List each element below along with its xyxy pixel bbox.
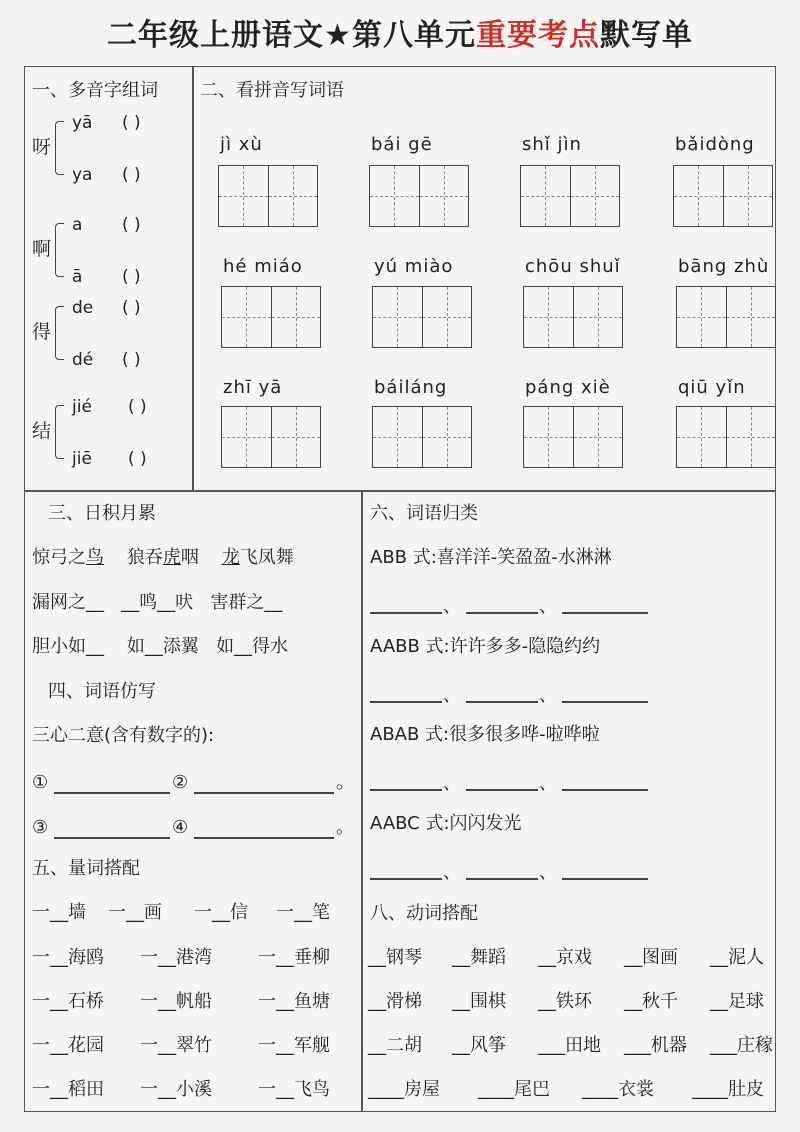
section-4-heading: 四、词语仿写	[48, 681, 156, 702]
verb-match-item[interactable]: __京戏	[538, 947, 592, 968]
writing-grid[interactable]	[372, 406, 472, 468]
reading: dé	[72, 350, 94, 370]
word-pattern-example: ABAB 式:很多很多哗-啦哗啦	[370, 724, 600, 745]
polyphone-char: 结	[32, 420, 52, 442]
verb-match-item[interactable]: __钢琴	[368, 947, 422, 968]
answer-line[interactable]	[370, 612, 442, 614]
writing-grid[interactable]	[676, 406, 776, 468]
answer-line[interactable]	[194, 837, 334, 839]
word-pattern-example: AABC 式:闪闪发光	[370, 813, 522, 834]
verb-match-item[interactable]: __秋千	[624, 991, 678, 1012]
measure-word-item[interactable]: 一__稻田	[32, 1079, 104, 1100]
answer-line[interactable]	[466, 878, 538, 880]
idiom-row-2: 漏网之__ __鸣__吠 害群之__	[32, 592, 283, 613]
period: 。	[336, 817, 354, 838]
writing-grid[interactable]	[221, 406, 321, 468]
section-1-heading: 一、多音字组词	[32, 80, 158, 101]
writing-grid[interactable]	[523, 286, 623, 348]
pinyin-prompt: bái gē	[371, 134, 433, 155]
measure-word-item[interactable]: 一__港湾	[140, 947, 212, 968]
divider	[361, 490, 363, 1112]
grid-cell[interactable]	[677, 287, 727, 347]
brace	[55, 306, 64, 360]
verb-match-item[interactable]: ____尾巴	[478, 1079, 550, 1100]
polyphone-char: 呀	[32, 136, 52, 158]
writing-grid[interactable]	[676, 286, 776, 348]
pinyin-prompt: qiū yǐn	[678, 377, 746, 398]
word-pattern-example: ABB 式:喜洋洋-笑盈盈-水淋淋	[370, 547, 612, 568]
measure-word-item[interactable]: 一__海鸥	[32, 947, 104, 968]
answer-line[interactable]	[562, 789, 648, 791]
writing-grid[interactable]	[523, 406, 623, 468]
writing-grid[interactable]	[221, 286, 321, 348]
divider	[24, 490, 776, 492]
polyphone-char: 得	[32, 321, 52, 343]
pinyin-prompt: bǎidòng	[675, 134, 755, 155]
grid-cell[interactable]	[524, 407, 574, 467]
reading: yā	[72, 113, 93, 133]
grid-cell[interactable]	[524, 287, 574, 347]
answer-line[interactable]	[370, 701, 442, 703]
idiom-row-1: 惊弓之鸟 狼吞虎咽 龙飞凤舞	[32, 547, 294, 568]
section-6-heading: 六、词语归类	[370, 503, 478, 524]
grid-cell[interactable]	[272, 287, 321, 347]
measure-word-item[interactable]: 一__飞鸟	[258, 1079, 330, 1100]
separator: 、	[443, 862, 461, 883]
idiom-row-3: 胆小如__ 如__添翼 如__得水	[32, 636, 289, 657]
circle-3: ③	[32, 817, 49, 838]
reading: ā	[72, 267, 83, 287]
separator: 、	[443, 773, 461, 794]
grid-cell[interactable]	[674, 166, 724, 226]
measure-word-item[interactable]: 一__军舰	[258, 1035, 330, 1056]
pinyin-prompt: zhī yā	[223, 377, 283, 398]
answer-line[interactable]	[370, 789, 442, 791]
answer-parens[interactable]: ( )	[122, 267, 141, 287]
grid-cell[interactable]	[727, 287, 776, 347]
measure-word-item[interactable]: 一__帆船	[140, 991, 212, 1012]
verb-match-item[interactable]: __足球	[710, 991, 764, 1012]
brace	[55, 121, 64, 175]
measure-word-item[interactable]: 一__花园	[32, 1035, 104, 1056]
writing-grid[interactable]	[369, 165, 469, 227]
word-pattern-example: AABB 式:许许多多-隐隐约约	[370, 636, 601, 657]
verb-match-item[interactable]: __风筝	[452, 1035, 506, 1056]
grid-cell[interactable]	[222, 407, 272, 467]
answer-line[interactable]	[466, 701, 538, 703]
grid-cell[interactable]	[423, 407, 472, 467]
grid-cell[interactable]	[574, 287, 623, 347]
brace	[55, 405, 64, 459]
grid-cell[interactable]	[677, 407, 727, 467]
verb-match-item[interactable]: __二胡	[368, 1035, 422, 1056]
grid-cell[interactable]	[521, 166, 571, 226]
measure-word-item[interactable]: 一__画	[108, 902, 162, 923]
answer-line[interactable]	[54, 792, 170, 794]
grid-cell[interactable]	[222, 287, 272, 347]
reading: jiē	[72, 449, 92, 469]
grid-cell[interactable]	[724, 166, 773, 226]
reading: a	[72, 215, 83, 235]
grid-cell[interactable]	[574, 407, 623, 467]
measure-word-item[interactable]: 一__信	[194, 902, 248, 923]
divider	[192, 66, 194, 490]
measure-word-item[interactable]: 一__小溪	[140, 1079, 212, 1100]
writing-grid[interactable]	[218, 165, 318, 227]
answer-line[interactable]	[562, 878, 648, 880]
pinyin-prompt: chōu shuǐ	[525, 256, 621, 277]
circle-1: ①	[32, 772, 49, 793]
pinyin-prompt: bāng zhù	[678, 256, 770, 277]
measure-word-item[interactable]: 一__墙	[32, 902, 86, 923]
verb-match-item[interactable]: __图画	[624, 947, 678, 968]
period: 。	[336, 772, 354, 793]
separator: 、	[443, 596, 461, 617]
circle-2: ②	[172, 772, 189, 793]
separator: 、	[539, 862, 557, 883]
verb-match-item[interactable]: ____衣裳	[582, 1079, 654, 1100]
brace	[55, 223, 64, 277]
separator: 、	[539, 773, 557, 794]
answer-parens[interactable]: ( )	[122, 215, 141, 235]
grid-cell[interactable]	[420, 166, 469, 226]
answer-parens[interactable]: ( )	[128, 397, 147, 417]
circle-4: ④	[172, 817, 189, 838]
pinyin-prompt: báiláng	[374, 377, 448, 398]
verb-match-item[interactable]: ___机器	[624, 1035, 687, 1056]
writing-grid[interactable]	[520, 165, 620, 227]
verb-match-item[interactable]: ____肚皮	[692, 1079, 764, 1100]
verb-match-item[interactable]: __滑梯	[368, 991, 422, 1012]
writing-grid[interactable]	[372, 286, 472, 348]
pinyin-prompt: páng xiè	[525, 377, 611, 398]
answer-parens[interactable]: ( )	[122, 113, 141, 133]
grid-cell[interactable]	[219, 166, 269, 226]
answer-line[interactable]	[194, 792, 334, 794]
separator: 、	[539, 596, 557, 617]
pinyin-prompt: jì xù	[220, 134, 263, 155]
answer-parens[interactable]: ( )	[122, 165, 141, 185]
measure-word-item[interactable]: 一__翠竹	[140, 1035, 212, 1056]
pinyin-prompt: hé miáo	[223, 256, 303, 277]
grid-cell[interactable]	[423, 287, 472, 347]
verb-match-item[interactable]: ___庄稼	[710, 1035, 773, 1056]
answer-line[interactable]	[466, 789, 538, 791]
reading: de	[72, 298, 94, 318]
measure-word-item[interactable]: 一__石桥	[32, 991, 104, 1012]
verb-match-item[interactable]: __舞蹈	[452, 947, 506, 968]
measure-word-item[interactable]: 一__鱼塘	[258, 991, 330, 1012]
grid-cell[interactable]	[272, 407, 321, 467]
answer-parens[interactable]: ( )	[122, 350, 141, 370]
measure-word-item[interactable]: 一__垂柳	[258, 947, 330, 968]
verb-match-item[interactable]: __铁环	[538, 991, 592, 1012]
grid-cell[interactable]	[571, 166, 620, 226]
section-3-heading: 三、日积月累	[48, 503, 156, 524]
section-5-heading: 五、量词搭配	[32, 858, 140, 879]
answer-line[interactable]	[370, 878, 442, 880]
polyphone-char: 啊	[32, 238, 52, 260]
verb-match-item[interactable]: ____房屋	[368, 1079, 440, 1100]
pinyin-prompt: shǐ jìn	[522, 134, 582, 155]
answer-parens[interactable]: ( )	[128, 449, 147, 469]
measure-word-item[interactable]: 一__笔	[276, 902, 330, 923]
separator: 、	[443, 685, 461, 706]
pinyin-prompt: yú miào	[374, 256, 454, 277]
grid-cell[interactable]	[373, 287, 423, 347]
section-8-heading: 八、动词搭配	[370, 903, 478, 924]
grid-cell[interactable]	[269, 166, 318, 226]
page-title: 二年级上册语文★第八单元重要考点默写单	[107, 18, 693, 53]
grid-cell[interactable]	[727, 407, 776, 467]
writing-grid[interactable]	[673, 165, 773, 227]
grid-cell[interactable]	[370, 166, 420, 226]
answer-line[interactable]	[562, 612, 648, 614]
verb-match-item[interactable]: ___田地	[538, 1035, 601, 1056]
separator: 、	[539, 685, 557, 706]
answer-parens[interactable]: ( )	[122, 298, 141, 318]
reading: ya	[72, 165, 93, 185]
section-2-heading: 二、看拼音写词语	[200, 80, 344, 101]
verb-match-item[interactable]: __泥人	[710, 947, 764, 968]
answer-line[interactable]	[54, 837, 170, 839]
answer-line[interactable]	[562, 701, 648, 703]
imitation-prompt: 三心二意(含有数字的):	[32, 725, 215, 746]
verb-match-item[interactable]: __围棋	[452, 991, 506, 1012]
answer-line[interactable]	[466, 612, 538, 614]
reading: jié	[72, 397, 92, 417]
grid-cell[interactable]	[373, 407, 423, 467]
